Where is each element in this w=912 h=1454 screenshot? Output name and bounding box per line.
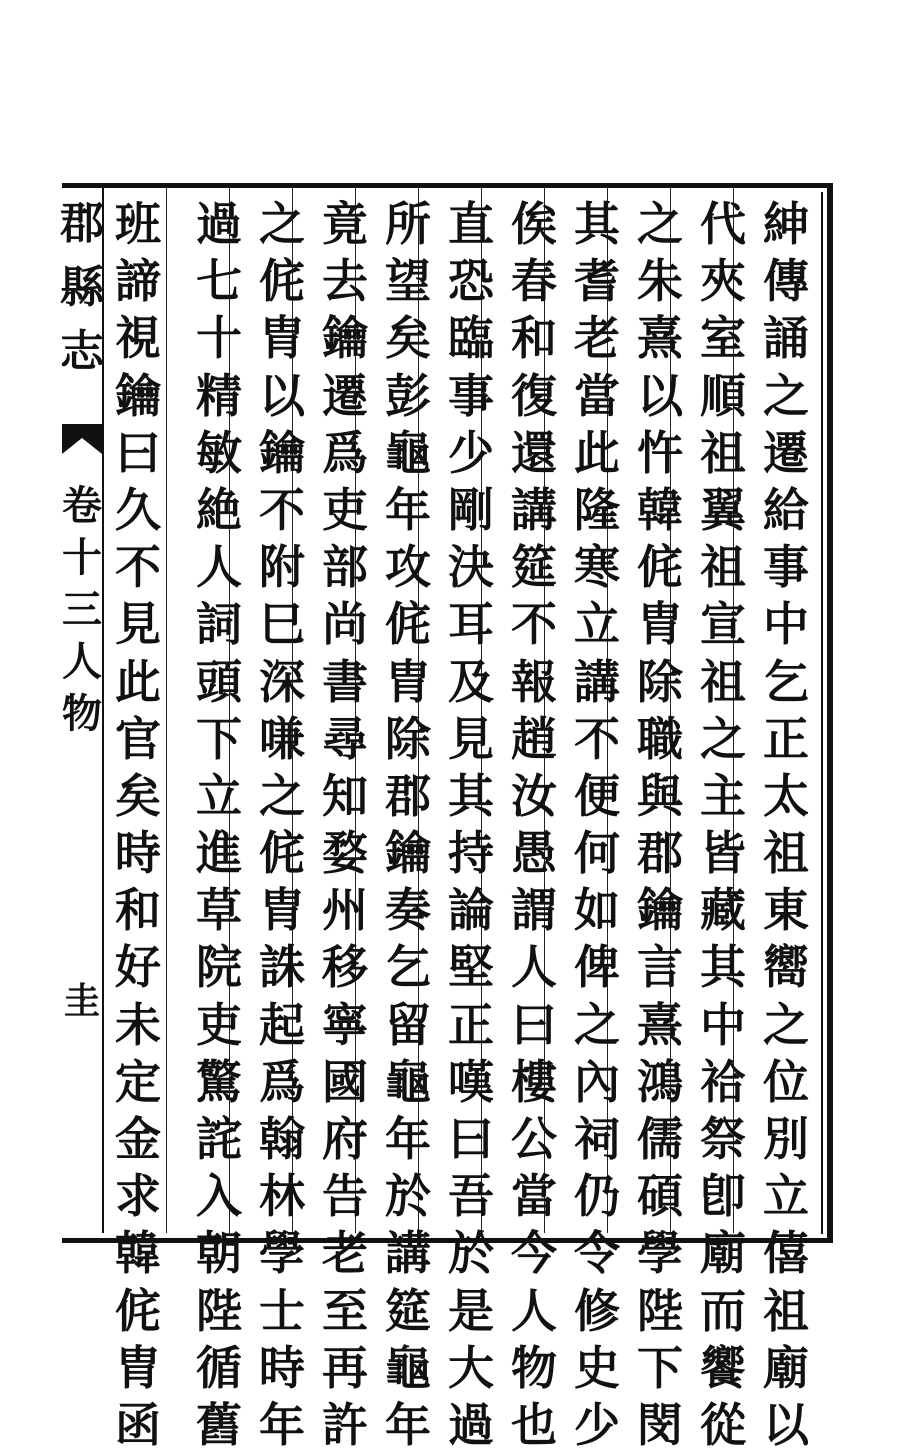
column-char: 草	[196, 883, 242, 938]
column-char: 修	[574, 1283, 620, 1338]
column-char: 部	[322, 540, 368, 595]
column-char: 東	[763, 883, 809, 938]
text-column-4	[569, 196, 625, 1452]
column-char: 郡	[385, 768, 431, 823]
column-char: 過	[196, 197, 242, 251]
column-char: 臨	[448, 311, 494, 366]
column-char: 不	[574, 711, 620, 766]
column-char: 人	[511, 1283, 557, 1338]
column-char: 其	[448, 768, 494, 823]
column-char: 十	[196, 311, 242, 366]
column-char: 之	[700, 711, 746, 766]
column-char: 舊	[196, 1397, 242, 1452]
fish-tail-icon	[62, 424, 102, 454]
column-char: 乞	[385, 940, 431, 995]
column-char: 胄	[115, 1340, 161, 1395]
column-char: 與	[637, 768, 683, 823]
column-char: 至	[322, 1283, 368, 1338]
column-char: 奏	[385, 883, 431, 938]
column-char: 矣	[385, 311, 431, 366]
column-char: 熹	[637, 311, 683, 366]
text-column-3	[632, 196, 688, 1452]
column-char: 春	[511, 254, 557, 309]
column-char: 愚	[511, 826, 557, 881]
column-char: 堅	[448, 940, 494, 995]
column-char: 定	[115, 1054, 161, 1109]
column-char: 令	[574, 1226, 620, 1281]
column-char: 尚	[322, 597, 368, 652]
column-char: 當	[511, 1169, 557, 1224]
column-char: 學	[637, 1226, 683, 1281]
column-char: 吏	[322, 482, 368, 537]
column-char: 和	[511, 311, 557, 366]
column-char: 諦	[115, 254, 161, 309]
column-char: 儒	[637, 1112, 683, 1166]
column-char: 室	[700, 311, 746, 366]
column-char: 寒	[574, 540, 620, 595]
column-char: 未	[115, 997, 161, 1052]
column-char: 誦	[763, 311, 809, 366]
column-char: 官	[115, 711, 161, 766]
column-char: 頭	[196, 654, 242, 709]
column-char: 吏	[196, 997, 242, 1052]
column-char: 祠	[574, 1112, 620, 1166]
column-char: 見	[115, 597, 161, 652]
column-char: 朝	[196, 1226, 242, 1281]
column-char: 之	[259, 768, 305, 823]
column-char: 之	[763, 368, 809, 423]
column-char: 當	[574, 368, 620, 423]
column-char: 之	[637, 197, 683, 251]
column-char: 婺	[322, 826, 368, 881]
column-char: 遷	[763, 425, 809, 480]
column-char: 移	[322, 940, 368, 995]
column-char: 知	[322, 768, 368, 823]
column-char: 宣	[700, 597, 746, 652]
column-char: 士	[259, 1283, 305, 1338]
column-char: 謂	[511, 883, 557, 938]
column-char: 誅	[259, 940, 305, 995]
column-char: 俾	[574, 940, 620, 995]
column-char: 史	[574, 1340, 620, 1395]
margin-juan-char: 三	[62, 586, 102, 633]
column-char: 嘆	[448, 1054, 494, 1109]
column-char: 立	[763, 1169, 809, 1224]
column-char: 許	[322, 1397, 368, 1452]
column-char: 樓	[511, 1054, 557, 1109]
column-char: 老	[322, 1226, 368, 1281]
column-char: 也	[511, 1397, 557, 1452]
margin-juan-char: 物	[62, 690, 102, 737]
column-char: 金	[115, 1112, 161, 1166]
column-char: 年	[259, 1397, 305, 1452]
column-char: 和	[115, 883, 161, 938]
column-char: 中	[700, 997, 746, 1052]
column-char: 攻	[385, 540, 431, 595]
column-char: 府	[322, 1112, 368, 1166]
column-char: 好	[115, 940, 161, 995]
column-char: 祖	[700, 654, 746, 709]
column-char: 見	[448, 711, 494, 766]
column-char: 年	[385, 482, 431, 537]
column-char: 忤	[637, 425, 683, 480]
column-char: 班	[115, 197, 161, 251]
column-char: 之	[574, 997, 620, 1052]
column-char: 七	[196, 254, 242, 309]
margin-juan	[62, 480, 102, 740]
column-char: 祖	[763, 1283, 809, 1338]
column-char: 而	[700, 1283, 746, 1338]
column-char: 除	[637, 654, 683, 709]
column-char: 鑰	[637, 883, 683, 938]
column-char: 中	[763, 597, 809, 652]
column-char: 彭	[385, 368, 431, 423]
column-char: 事	[448, 368, 494, 423]
column-char: 鑰	[259, 425, 305, 480]
column-char: 少	[448, 425, 494, 480]
column-char: 起	[259, 997, 305, 1052]
column-char: 函	[115, 1397, 161, 1452]
column-char: 嚮	[763, 940, 809, 995]
column-char: 筵	[511, 540, 557, 595]
column-char: 陛	[637, 1283, 683, 1338]
column-char: 耆	[574, 254, 620, 309]
column-char: 入	[196, 1169, 242, 1224]
column-char: 別	[763, 1112, 809, 1166]
column-char: 夾	[700, 254, 746, 309]
column-char: 侂	[637, 540, 683, 595]
column-char: 告	[322, 1169, 368, 1224]
text-column-5	[506, 196, 562, 1452]
column-char: 順	[700, 368, 746, 423]
column-char: 代	[700, 197, 746, 251]
column-char: 之	[763, 997, 809, 1052]
column-char: 院	[196, 940, 242, 995]
column-char: 祫	[700, 1054, 746, 1109]
column-char: 正	[448, 997, 494, 1052]
column-char: 精	[196, 368, 242, 423]
margin-title	[62, 192, 102, 384]
column-char: 太	[763, 768, 809, 823]
column-char: 年	[385, 1112, 431, 1166]
column-char: 給	[763, 482, 809, 537]
column-char: 正	[763, 711, 809, 766]
column-char: 竟	[322, 197, 368, 251]
column-char: 時	[115, 826, 161, 881]
text-column-6	[443, 196, 499, 1452]
column-char: 事	[763, 540, 809, 595]
column-char: 驚	[196, 1054, 242, 1109]
column-char: 翰	[259, 1112, 305, 1166]
column-char: 鑰	[322, 311, 368, 366]
column-char: 傳	[763, 254, 809, 309]
margin-juan-char: 十	[62, 534, 102, 581]
column-char: 還	[511, 425, 557, 480]
column-char: 廟	[763, 1340, 809, 1395]
column-char: 下	[196, 711, 242, 766]
page-margin	[62, 188, 104, 1233]
column-char: 翼	[700, 482, 746, 537]
column-char: 及	[448, 654, 494, 709]
column-char: 附	[259, 540, 305, 595]
column-char: 久	[115, 482, 161, 537]
column-char: 進	[196, 826, 242, 881]
column-char: 書	[322, 654, 368, 709]
column-char: 報	[511, 654, 557, 709]
column-char: 人	[511, 940, 557, 995]
column-char: 職	[637, 711, 683, 766]
column-char: 詞	[196, 597, 242, 652]
text-column-11	[110, 196, 166, 1452]
column-char: 從	[700, 1397, 746, 1452]
column-char: 此	[574, 425, 620, 480]
column-char: 除	[385, 711, 431, 766]
column-char: 爲	[259, 1054, 305, 1109]
column-char: 此	[115, 654, 161, 709]
column-char: 年	[385, 1397, 431, 1452]
column-char: 立	[196, 768, 242, 823]
margin-title-char: 志	[60, 326, 104, 377]
column-char: 州	[322, 883, 368, 938]
column-char: 閔	[637, 1397, 683, 1452]
column-char: 饗	[700, 1340, 746, 1395]
column-char: 仍	[574, 1169, 620, 1224]
column-char: 鑰	[385, 826, 431, 881]
column-char: 曰	[115, 425, 161, 480]
column-char: 恐	[448, 254, 494, 309]
text-column-7	[380, 196, 436, 1452]
column-char: 老	[574, 311, 620, 366]
frame-inner-border	[821, 192, 823, 1234]
column-char: 詫	[196, 1112, 242, 1166]
column-char: 胄	[385, 654, 431, 709]
column-char: 矣	[115, 768, 161, 823]
column-char: 論	[448, 883, 494, 938]
column-char: 不	[115, 540, 161, 595]
column-char: 以	[259, 368, 305, 423]
column-char: 時	[259, 1340, 305, 1395]
column-char: 決	[448, 540, 494, 595]
column-char: 胄	[259, 883, 305, 938]
column-char: 熹	[637, 997, 683, 1052]
column-char: 視	[115, 311, 161, 366]
column-char: 其	[574, 197, 620, 251]
column-char: 留	[385, 997, 431, 1052]
column-char: 於	[385, 1169, 431, 1224]
column-char: 碩	[637, 1169, 683, 1224]
column-char: 講	[385, 1226, 431, 1281]
column-char: 內	[574, 1054, 620, 1109]
column-char: 林	[259, 1169, 305, 1224]
column-char: 乞	[763, 654, 809, 709]
column-char: 胄	[259, 311, 305, 366]
column-char: 持	[448, 826, 494, 881]
column-char: 祖	[763, 826, 809, 881]
column-char: 復	[511, 368, 557, 423]
column-char: 便	[574, 768, 620, 823]
column-char: 卽	[700, 1169, 746, 1224]
text-column-2	[695, 196, 751, 1452]
column-char: 其	[700, 940, 746, 995]
column-char: 嗛	[259, 711, 305, 766]
column-char: 言	[637, 940, 683, 995]
column-char: 筵	[385, 1283, 431, 1338]
column-char: 祖	[700, 540, 746, 595]
page-number: 圭	[63, 980, 100, 1022]
column-char: 趙	[511, 711, 557, 766]
column-char: 講	[574, 654, 620, 709]
column-char: 何	[574, 826, 620, 881]
column-char: 紳	[763, 197, 809, 251]
column-char: 尋	[322, 711, 368, 766]
column-char: 不	[259, 482, 305, 537]
column-char: 胄	[637, 597, 683, 652]
column-char: 侂	[259, 826, 305, 881]
column-char: 遷	[322, 368, 368, 423]
column-char: 去	[322, 254, 368, 309]
column-char: 循	[196, 1340, 242, 1395]
column-char: 公	[511, 1112, 557, 1166]
column-char: 如	[574, 883, 620, 938]
column-char: 龜	[385, 1054, 431, 1109]
column-char: 俟	[511, 197, 557, 251]
column-char: 侂	[385, 597, 431, 652]
column-char: 韓	[115, 1226, 161, 1281]
column-char: 侂	[115, 1283, 161, 1338]
column-char: 再	[322, 1340, 368, 1395]
column-char: 剛	[448, 482, 494, 537]
column-char: 於	[448, 1226, 494, 1281]
column-char: 吾	[448, 1169, 494, 1224]
column-rule	[166, 188, 167, 1233]
column-char: 以	[763, 1397, 809, 1452]
column-char: 爲	[322, 425, 368, 480]
column-char: 少	[574, 1397, 620, 1452]
column-char: 不	[511, 597, 557, 652]
column-char: 朱	[637, 254, 683, 309]
text-column-1	[758, 196, 814, 1452]
column-char: 國	[322, 1054, 368, 1109]
column-char: 郡	[637, 826, 683, 881]
column-char: 學	[259, 1226, 305, 1281]
column-char: 絶	[196, 482, 242, 537]
column-char: 下	[637, 1340, 683, 1395]
column-char: 人	[196, 540, 242, 595]
margin-title-char: 郡	[60, 198, 104, 249]
column-char: 求	[115, 1169, 161, 1224]
column-char: 祖	[700, 425, 746, 480]
column-char: 侂	[259, 254, 305, 309]
column-char: 鴻	[637, 1054, 683, 1109]
column-char: 主	[700, 768, 746, 823]
column-char: 曰	[511, 997, 557, 1052]
column-char: 立	[574, 597, 620, 652]
column-char: 所	[385, 197, 431, 251]
column-char: 皆	[700, 826, 746, 881]
margin-juan-char: 人	[62, 638, 102, 685]
column-char: 祭	[700, 1112, 746, 1166]
text-column-8	[317, 196, 373, 1452]
column-char: 直	[448, 197, 494, 251]
column-char: 巳	[259, 597, 305, 652]
column-char: 是	[448, 1283, 494, 1338]
column-char: 過	[448, 1397, 494, 1452]
margin-title-char: 縣	[60, 262, 104, 313]
column-char: 敏	[196, 425, 242, 480]
column-char: 鑰	[115, 368, 161, 423]
column-char: 僖	[763, 1226, 809, 1281]
column-char: 望	[385, 254, 431, 309]
column-char: 藏	[700, 883, 746, 938]
column-char: 陛	[196, 1283, 242, 1338]
margin-juan-char: 卷	[62, 482, 102, 529]
column-char: 耳	[448, 597, 494, 652]
column-char: 位	[763, 1054, 809, 1109]
column-char: 廟	[700, 1226, 746, 1281]
column-char: 物	[511, 1340, 557, 1395]
column-char: 深	[259, 654, 305, 709]
column-char: 隆	[574, 482, 620, 537]
column-char: 龜	[385, 425, 431, 480]
column-char: 汝	[511, 768, 557, 823]
column-char: 大	[448, 1340, 494, 1395]
text-column-9	[254, 196, 310, 1452]
column-char: 曰	[448, 1112, 494, 1166]
column-char: 講	[511, 482, 557, 537]
column-char: 以	[637, 368, 683, 423]
column-char: 今	[511, 1226, 557, 1281]
column-char: 韓	[637, 482, 683, 537]
text-column-10	[191, 196, 247, 1452]
column-char: 寧	[322, 997, 368, 1052]
column-char: 之	[259, 197, 305, 251]
column-char: 龜	[385, 1340, 431, 1395]
